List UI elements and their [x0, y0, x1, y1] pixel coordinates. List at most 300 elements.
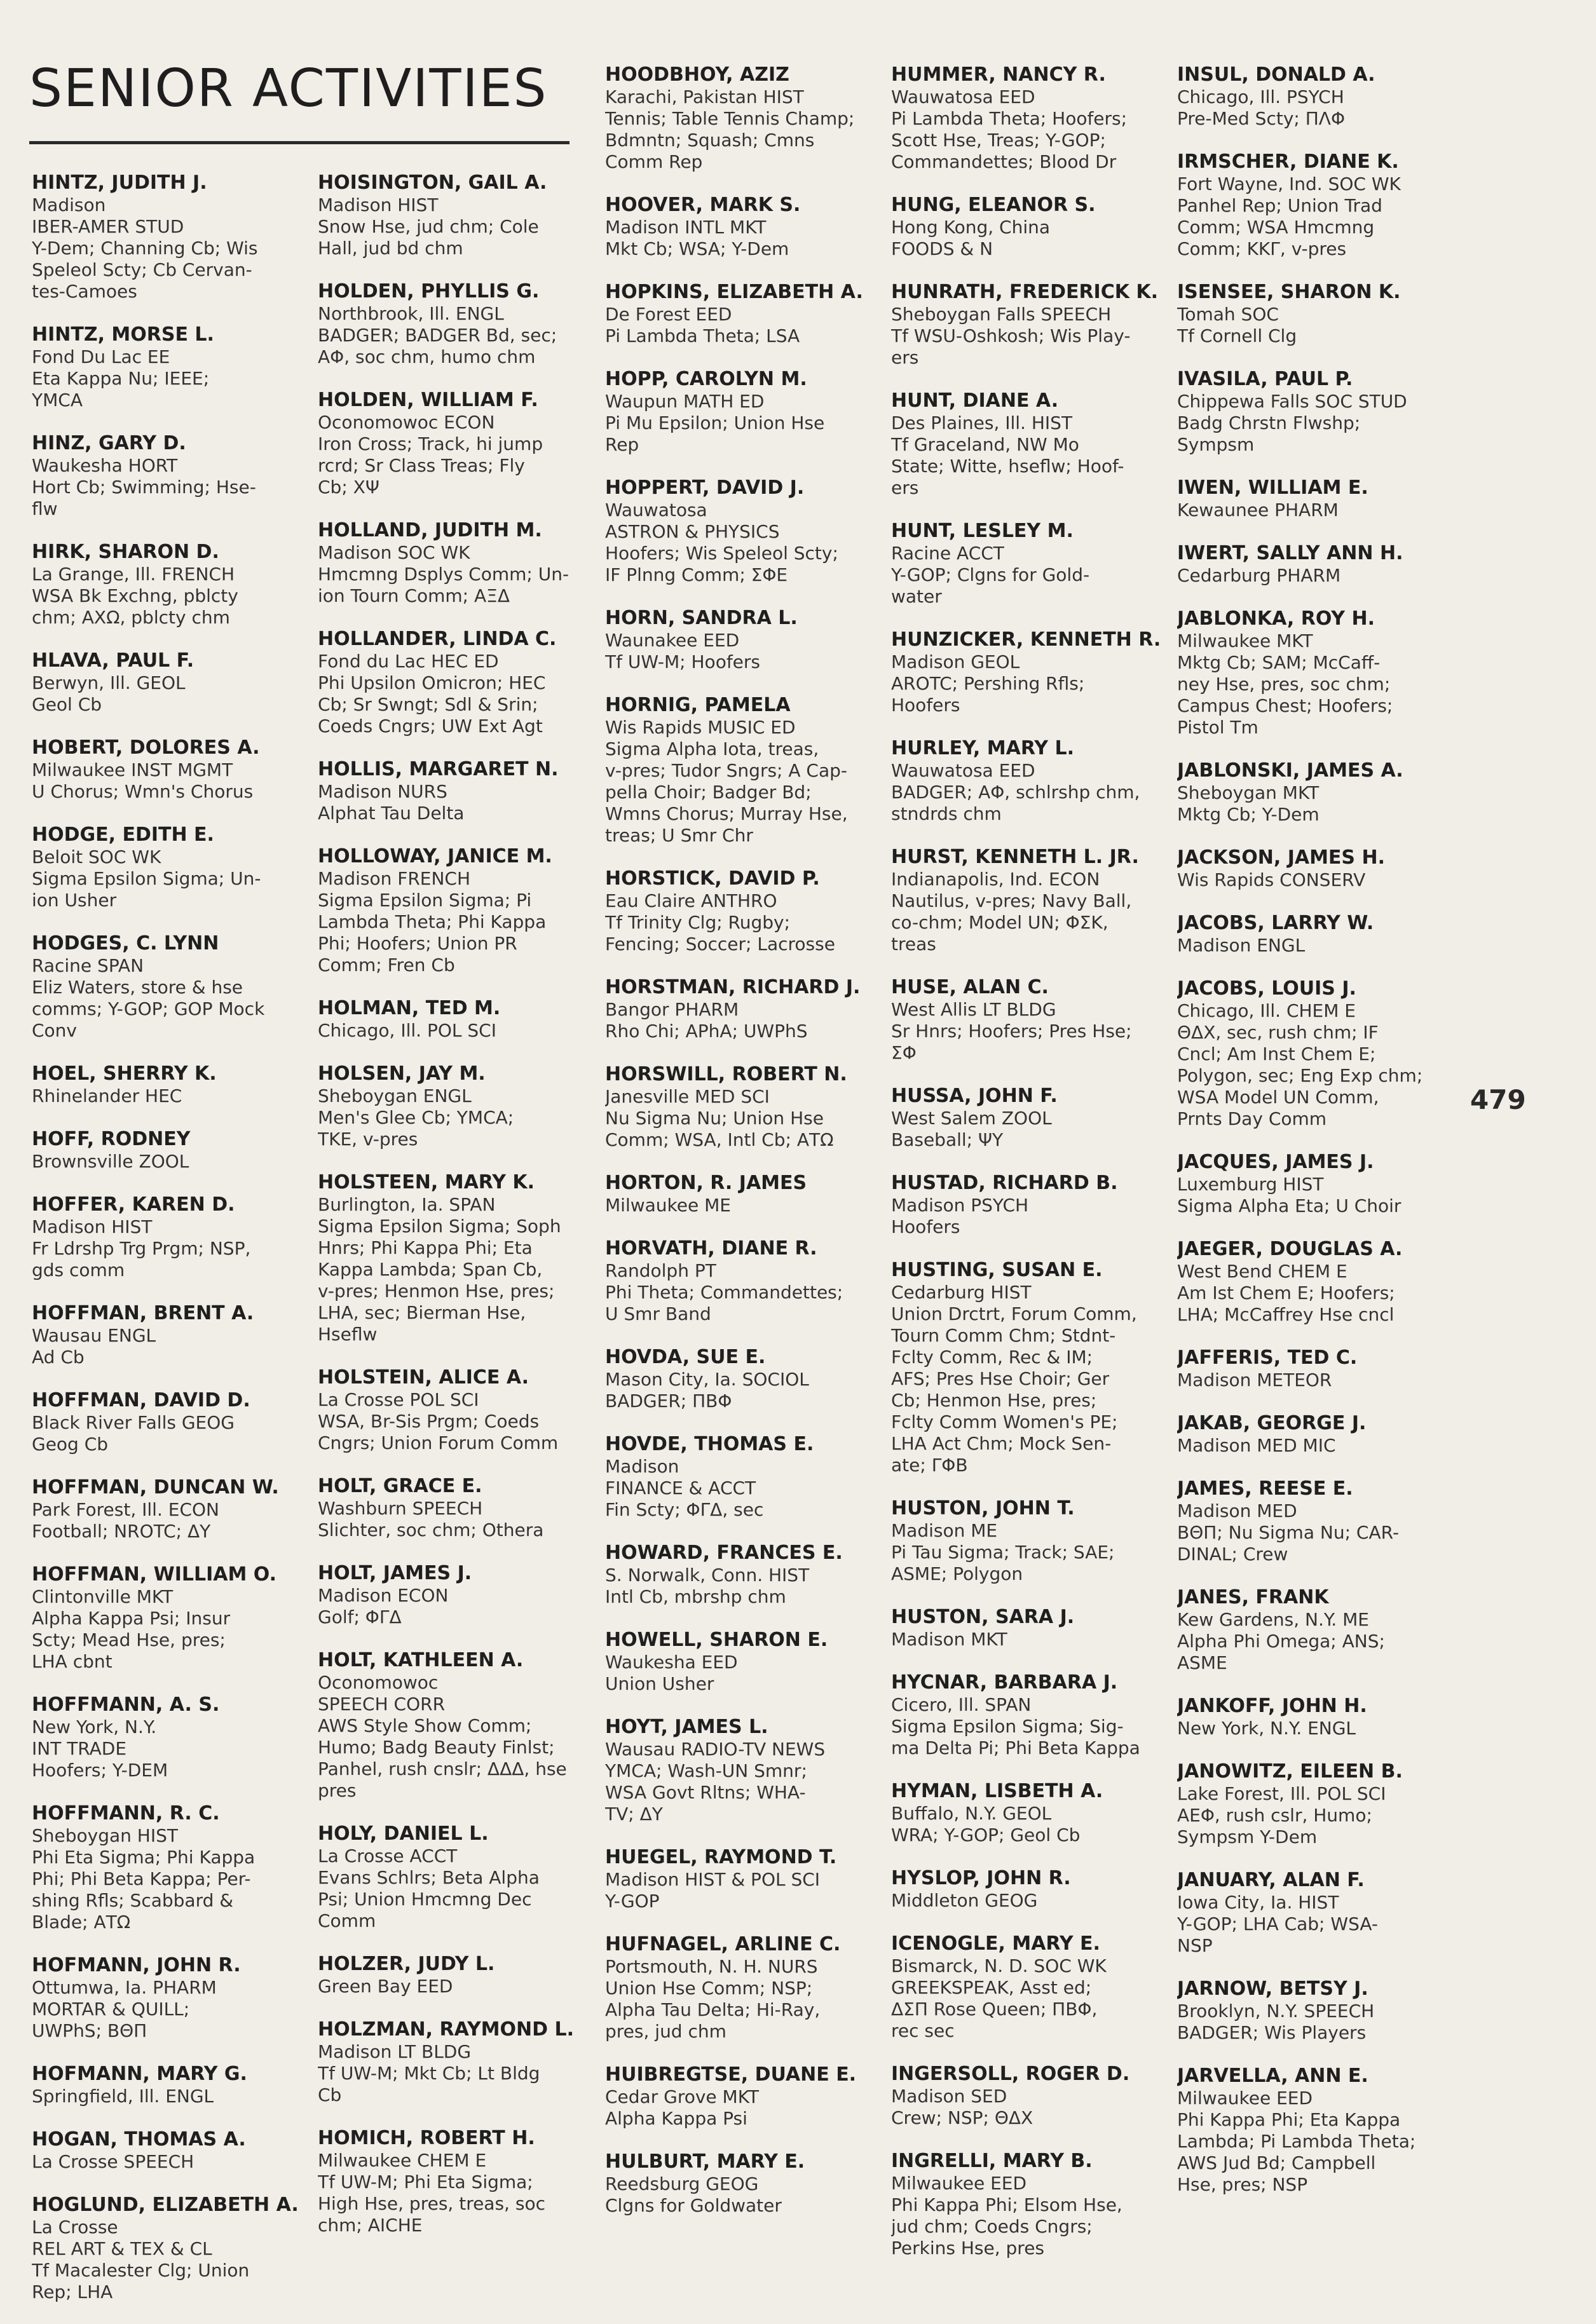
senior-name: HOLLIS, MARGARET N.: [318, 758, 559, 780]
senior-detail-line: Alpha Kappa Psi: [605, 2108, 747, 2129]
senior-name: HOFFMANN, A. S.: [32, 1694, 220, 1716]
senior-entry: [891, 1671, 1164, 1759]
senior-detail-line: chm; AICHE: [318, 2215, 423, 2236]
senior-detail-line: Kew Gardens, N.Y. ME: [1177, 1609, 1369, 1630]
senior-name: HOGLUND, ELIZABETH A.: [32, 2194, 299, 2216]
senior-detail-line: IBER-AMER STUD: [32, 216, 184, 237]
senior-detail-line: West Allis LT BLDG: [891, 999, 1056, 1020]
senior-detail-line: Phi Upsilon Omicron; HEC: [318, 672, 546, 693]
senior-detail-line: ΒΘΠ; Nu Sigma Nu; CAR-: [1177, 1522, 1400, 1543]
senior-detail-line: BADGER; Wis Players: [1177, 2022, 1367, 2043]
senior-entry: [605, 1346, 878, 1412]
senior-detail-line: Mktg Cb; SAM; McCaff-: [1177, 652, 1381, 673]
senior-detail-line: Cicero, Ill. SPAN: [891, 1694, 1032, 1715]
senior-detail-line: Humo; Badg Beauty Finlst;: [318, 1737, 555, 1758]
senior-detail-line: Conv: [32, 1020, 77, 1041]
senior-entry: [891, 629, 1164, 716]
senior-detail-line: Hse, pres; NSP: [1177, 2174, 1308, 2195]
senior-detail-line: Wmns Chorus; Murray Hse,: [605, 803, 848, 824]
senior-detail-line: Y-GOP; LHA Cab; WSA-: [1177, 1913, 1379, 1934]
senior-detail-line: Madison: [605, 1456, 679, 1477]
senior-entry: [1177, 912, 1450, 956]
senior-entry: [32, 1476, 305, 1542]
senior-detail-line: Tennis; Table Tennis Champ;: [605, 108, 855, 129]
senior-detail-line: Comm; Fren Cb: [318, 955, 455, 975]
senior-detail-line: Alphat Tau Delta: [318, 803, 465, 824]
senior-detail-line: ion Usher: [32, 890, 117, 911]
senior-detail-line: Northbrook, Ill. ENGL: [318, 303, 504, 324]
senior-detail-line: Intl Cb, mbrshp chm: [605, 1586, 786, 1607]
senior-entry: [1177, 64, 1450, 130]
senior-name: HOLMAN, TED M.: [318, 997, 501, 1019]
senior-detail-line: Madison HIST: [32, 1216, 153, 1237]
senior-detail-line: Polygon, sec; Eng Exp chm;: [1177, 1065, 1423, 1086]
senior-detail-line: Madison LT BLDG: [318, 2041, 472, 2062]
senior-detail-line: LHA Act Chm; Mock Sen-: [891, 1433, 1112, 1454]
senior-detail-line: WRA; Y-GOP; Geol Cb: [891, 1825, 1081, 1845]
senior-name: JARNOW, BETSY J.: [1177, 1978, 1368, 2000]
senior-name: HORSTMAN, RICHARD J.: [605, 976, 861, 998]
senior-entry: [318, 280, 591, 368]
senior-detail-line: Pi Lambda Theta; Hoofers;: [891, 108, 1128, 129]
senior-detail-line: Phi Kappa Phi; Elsom Hse,: [891, 2194, 1122, 2215]
senior-detail-line: Geol Cb: [32, 694, 102, 715]
senior-detail-line: Madison MKT: [891, 1629, 1007, 1650]
senior-name: JAFFERIS, TED C.: [1177, 1347, 1358, 1369]
senior-detail-line: water: [891, 586, 942, 607]
senior-detail-line: Milwaukee MKT: [1177, 630, 1313, 651]
senior-entry: [1177, 1869, 1450, 1957]
senior-entry: [605, 1933, 878, 2042]
senior-name: HOLDEN, WILLIAM F.: [318, 389, 538, 411]
senior-detail-line: Phi Kappa Phi; Eta Kappa: [1177, 2109, 1401, 2130]
senior-name: JACQUES, JAMES J.: [1177, 1151, 1374, 1173]
senior-detail-line: De Forest EED: [605, 304, 732, 325]
senior-entry: [1177, 1238, 1450, 1326]
senior-entry: [1177, 977, 1450, 1130]
senior-detail-line: Sympsm: [1177, 434, 1255, 455]
senior-detail-line: Madison SED: [891, 2086, 1007, 2107]
senior-name: JAKAB, GEORGE J.: [1177, 1412, 1367, 1434]
senior-entry: [32, 649, 305, 716]
senior-entry: [891, 1780, 1164, 1846]
senior-detail-line: LHA cbnt: [32, 1651, 113, 1672]
senior-detail-line: Tf WSU-Oshkosh; Wis Play-: [891, 325, 1131, 346]
senior-name: HOFF, RODNEY: [32, 1128, 191, 1150]
senior-name: HOLSEN, JAY M.: [318, 1063, 486, 1085]
senior-detail-line: Tourn Comm Chm; Stdnt-: [891, 1325, 1116, 1346]
senior-detail-line: Rhinelander HEC: [32, 1085, 182, 1106]
senior-detail-line: Buffalo, N.Y. GEOL: [891, 1803, 1052, 1824]
senior-name: JANES, FRANK: [1177, 1586, 1329, 1608]
senior-detail-line: jud chm; Coeds Cngrs;: [891, 2216, 1093, 2237]
senior-entry: [891, 520, 1164, 608]
senior-entry: [318, 519, 591, 607]
senior-detail-line: ate; ΓΦΒ: [891, 1455, 968, 1476]
senior-entry: [318, 2127, 591, 2236]
senior-detail-line: Psi; Union Hmcmng Dec: [318, 1889, 532, 1910]
senior-detail-line: Sheboygan HIST: [32, 1825, 178, 1846]
senior-entry: [1177, 1347, 1450, 1391]
senior-detail-line: Speleol Scty; Cb Cervan-: [32, 259, 252, 280]
senior-detail-line: Comm; ΚΚΓ, v-pres: [1177, 238, 1347, 259]
senior-detail-line: co-chm; Model UN; ΦΣΚ,: [891, 912, 1108, 933]
senior-detail-line: Chippewa Falls SOC STUD: [1177, 391, 1407, 412]
senior-entry: [32, 2063, 305, 2107]
senior-name: JANUARY, ALAN F.: [1177, 1869, 1365, 1891]
senior-detail-line: Fond Du Lac EE: [32, 346, 170, 367]
senior-detail-line: Brownsville ZOOL: [32, 1151, 189, 1172]
senior-detail-line: Fort Wayne, Ind. SOC WK: [1177, 173, 1401, 194]
senior-detail-line: Kappa Lambda; Span Cb,: [318, 1259, 543, 1280]
senior-detail-line: ΑΕΦ, rush cslr, Humo;: [1177, 1805, 1372, 1826]
senior-detail-line: Janesville MED SCI: [605, 1086, 770, 1107]
column-1: [32, 172, 305, 2324]
senior-detail-line: Cedarburg HIST: [891, 1282, 1032, 1303]
senior-detail-line: Pi Mu Epsilon; Union Hse: [605, 412, 825, 433]
senior-entry: [318, 1562, 591, 1628]
senior-detail-line: Waunakee EED: [605, 630, 740, 651]
senior-name: HOLDEN, PHYLLIS G.: [318, 280, 540, 302]
senior-name: JAMES, REESE E.: [1177, 1478, 1353, 1500]
senior-detail-line: Y-GOP: [605, 1891, 660, 1912]
senior-name: HUSTING, SUSAN E.: [891, 1259, 1103, 1281]
senior-detail-line: Cedar Grove MKT: [605, 2086, 759, 2107]
senior-detail-line: Randolph PT: [605, 1260, 716, 1281]
senior-detail-line: Waukesha EED: [605, 1652, 738, 1673]
senior-detail-line: Pistol Tm: [1177, 717, 1258, 738]
senior-name: JANKOFF, JOHN H.: [1177, 1695, 1367, 1717]
senior-name: HUNT, LESLEY M.: [891, 520, 1074, 542]
senior-detail-line: Snow Hse, jud chm; Cole: [318, 216, 539, 237]
senior-name: HORN, SANDRA L.: [605, 607, 798, 629]
senior-detail-line: WSA Govt Rltns; WHA-: [605, 1782, 806, 1803]
senior-detail-line: Lambda Theta; Phi Kappa: [318, 911, 547, 932]
senior-detail-line: rcrd; Sr Class Treas; Fly: [318, 455, 525, 476]
senior-detail-line: Rho Chi; APhA; UWPhS: [605, 1021, 808, 1042]
senior-detail-line: Des Plaines, Ill. HIST: [891, 412, 1073, 433]
senior-name: HOLZMAN, RAYMOND L.: [318, 2018, 574, 2041]
senior-name: HUSTON, SARA J.: [891, 1606, 1075, 1628]
senior-detail-line: Springfield, Ill. ENGL: [32, 2086, 214, 2107]
senior-detail-line: Fr Ldrshp Trg Prgm; NSP,: [32, 1238, 251, 1259]
senior-detail-line: YMCA: [32, 390, 83, 411]
senior-detail-line: ma Delta Pi; Phi Beta Kappa: [891, 1737, 1140, 1758]
senior-detail-line: Chicago, Ill. POL SCI: [318, 1020, 496, 1041]
senior-detail-line: pres: [318, 1780, 357, 1801]
senior-detail-line: GREEKSPEAK, Asst ed;: [891, 1977, 1092, 1998]
senior-detail-line: Luxemburg HIST: [1177, 1174, 1324, 1195]
senior-name: JACKSON, JAMES H.: [1177, 846, 1385, 869]
senior-detail-line: Wis Rapids MUSIC ED: [605, 717, 796, 738]
senior-name: HOOVER, MARK S.: [605, 194, 801, 216]
senior-name: HINZ, GARY D.: [32, 432, 186, 454]
senior-detail-line: Hoofers; Y-DEM: [32, 1760, 168, 1781]
senior-entry: [318, 1649, 591, 1802]
senior-entry: [605, 64, 878, 173]
title-rule: [29, 141, 570, 144]
senior-name: HOMICH, ROBERT H.: [318, 2127, 535, 2149]
senior-name: HOLSTEEN, MARY K.: [318, 1171, 535, 1193]
senior-detail-line: ers: [891, 347, 919, 368]
senior-entry: [32, 1954, 305, 2042]
senior-entry: [605, 2063, 878, 2130]
senior-detail-line: tes-Camoes: [32, 281, 137, 302]
senior-name: HLAVA, PAUL F.: [32, 649, 194, 672]
senior-detail-line: Coeds Cngrs; UW Ext Agt: [318, 716, 543, 737]
senior-detail-line: WSA Bk Exchng, pblcty: [32, 585, 238, 606]
senior-entry: [605, 1716, 878, 1825]
senior-detail-line: Sheboygan Falls SPEECH: [891, 304, 1112, 325]
page-number: 479: [1470, 1084, 1526, 1115]
senior-detail-line: ΣΦ: [891, 1042, 917, 1063]
senior-name: JACOBS, LOUIS J.: [1177, 977, 1356, 1000]
senior-entry: [32, 1694, 305, 1781]
senior-detail-line: Racine ACCT: [891, 543, 1004, 564]
senior-detail-line: Park Forest, Ill. ECON: [32, 1499, 219, 1520]
senior-name: HOFFMANN, R. C.: [32, 1802, 220, 1825]
senior-name: HOVDA, SUE E.: [605, 1346, 766, 1368]
senior-detail-line: Milwaukee EED: [891, 2173, 1027, 2194]
senior-entry: [1177, 846, 1450, 891]
senior-detail-line: ASME; Polygon: [891, 1563, 1023, 1584]
senior-name: HUSE, ALAN C.: [891, 976, 1049, 998]
senior-detail-line: Fond du Lac HEC ED: [318, 651, 499, 672]
senior-detail-line: Union Usher: [605, 1673, 714, 1694]
senior-detail-line: Cedarburg PHARM: [1177, 565, 1341, 586]
senior-detail-line: WSA Model UN Comm,: [1177, 1087, 1379, 1108]
senior-name: HORSTICK, DAVID P.: [605, 867, 820, 890]
senior-detail-line: High Hse, pres, treas, soc: [318, 2193, 545, 2214]
senior-detail-line: shing Rfls; Scabbard &: [32, 1890, 234, 1911]
senior-detail-line: Madison GEOL: [891, 651, 1020, 672]
page-title: SENIOR ACTIVITIES: [29, 58, 548, 119]
senior-detail-line: FINANCE & ACCT: [605, 1478, 756, 1498]
senior-detail-line: LHA, sec; Bierman Hse,: [318, 1302, 526, 1323]
senior-detail-line: treas: [891, 934, 936, 955]
senior-detail-line: Clintonville MKT: [32, 1586, 174, 1607]
senior-entry: [605, 1172, 878, 1216]
senior-detail-line: Kewaunee PHARM: [1177, 499, 1339, 520]
senior-name: HOFFMAN, WILLIAM O.: [32, 1563, 277, 1586]
senior-entry: [605, 867, 878, 955]
senior-name: IRMSCHER, DIANE K.: [1177, 151, 1399, 173]
senior-detail-line: Lake Forest, Ill. POL SCI: [1177, 1783, 1386, 1804]
senior-detail-line: Fencing; Soccer; Lacrosse: [605, 934, 835, 955]
senior-detail-line: Prnts Day Comm: [1177, 1108, 1327, 1129]
senior-detail-line: Sheboygan MKT: [1177, 782, 1320, 803]
senior-entry: [891, 1259, 1164, 1476]
senior-detail-line: ASME: [1177, 1652, 1227, 1673]
senior-entry: [605, 976, 878, 1042]
senior-detail-line: Scott Hse, Treas; Y-GOP;: [891, 130, 1106, 151]
senior-entry: [32, 172, 305, 302]
senior-entry: [1177, 1978, 1450, 2044]
senior-detail-line: Indianapolis, Ind. ECON: [891, 869, 1100, 890]
senior-entry: [318, 1953, 591, 1997]
senior-detail-line: ion Tourn Comm; ΑΞΔ: [318, 585, 510, 606]
senior-detail-line: Mason City, Ia. SOCIOL: [605, 1369, 809, 1390]
senior-name: HUSTON, JOHN T.: [891, 1497, 1075, 1519]
senior-entry: [32, 1193, 305, 1281]
senior-detail-line: ΑΦ, soc chm, humo chm: [318, 346, 536, 367]
senior-detail-line: Tf Macalester Clg; Union: [32, 2260, 250, 2281]
senior-detail-line: Pre-Med Scty; ΠΛΦ: [1177, 108, 1345, 129]
senior-detail-line: YMCA; Wash-UN Smnr;: [605, 1760, 807, 1781]
senior-detail-line: Cb; Henmon Hse, pres;: [891, 1390, 1097, 1411]
senior-name: HOFFMAN, DAVID D.: [32, 1389, 250, 1411]
senior-entry: [891, 194, 1164, 260]
senior-entry: [318, 2018, 591, 2106]
senior-detail-line: AWS Jud Bd; Campbell: [1177, 2152, 1376, 2173]
senior-detail-line: La Crosse SPEECH: [32, 2151, 194, 2172]
senior-detail-line: chm; ΑΧΩ, pblcty chm: [32, 607, 230, 628]
senior-detail-line: Union Hse Comm; NSP;: [605, 1978, 813, 1999]
senior-detail-line: Y-Dem; Channing Cb; Wis: [32, 238, 258, 259]
senior-entry: [32, 541, 305, 629]
senior-detail-line: Cngrs; Union Forum Comm: [318, 1432, 559, 1453]
senior-name: HODGES, C. LYNN: [32, 932, 219, 955]
senior-detail-line: Tf UW-M; Phi Eta Sigma;: [318, 2171, 533, 2192]
senior-detail-line: Milwaukee CHEM E: [318, 2150, 487, 2171]
senior-entry: [605, 1542, 878, 1608]
senior-entry: [1177, 2065, 1450, 2196]
senior-name: HORSWILL, ROBERT N.: [605, 1063, 847, 1085]
senior-detail-line: ASTRON & PHYSICS: [605, 521, 780, 542]
senior-detail-line: Golf; ΦΓΔ: [318, 1607, 402, 1627]
senior-detail-line: Alpha Phi Omega; ANS;: [1177, 1631, 1385, 1652]
senior-detail-line: Madison MED: [1177, 1500, 1297, 1521]
senior-entry: [891, 281, 1164, 369]
senior-detail-line: Union Drctrt, Forum Comm,: [891, 1303, 1137, 1324]
senior-detail-line: Hoofers: [891, 695, 960, 716]
senior-detail-line: Madison: [32, 194, 106, 215]
senior-name: IWERT, SALLY ANN H.: [1177, 542, 1403, 564]
senior-name: HOLT, GRACE E.: [318, 1475, 482, 1497]
senior-entry: [32, 432, 305, 520]
senior-detail-line: Tf UW-M; Mkt Cb; Lt Bldg: [318, 2063, 540, 2084]
senior-detail-line: Wauwatosa EED: [891, 760, 1035, 781]
senior-entry: [891, 2063, 1164, 2129]
senior-name: JABLONSKI, JAMES A.: [1177, 759, 1403, 782]
senior-detail-line: comms; Y-GOP; GOP Mock: [32, 998, 265, 1019]
senior-entry: [1177, 1760, 1450, 1848]
senior-detail-line: Madison PSYCH: [891, 1195, 1029, 1216]
senior-detail-line: Wis Rapids CONSERV: [1177, 869, 1366, 890]
senior-detail-line: New York, N.Y. ENGL: [1177, 1718, 1356, 1739]
senior-detail-line: Chicago, Ill. CHEM E: [1177, 1000, 1356, 1021]
senior-detail-line: Fclty Comm, Rec & IM;: [891, 1347, 1093, 1368]
senior-entry: [1177, 1412, 1450, 1457]
senior-detail-line: Rep: [605, 434, 639, 455]
senior-name: HUFNAGEL, ARLINE C.: [605, 1933, 841, 1955]
senior-name: HOBERT, DOLORES A.: [32, 737, 260, 759]
senior-detail-line: Bdmntn; Squash; Cmns: [605, 130, 815, 151]
senior-name: HOLLAND, JUDITH M.: [318, 519, 542, 541]
senior-detail-line: Hong Kong, China: [891, 217, 1051, 238]
senior-name: JABLONKA, ROY H.: [1177, 608, 1375, 630]
senior-detail-line: Tomah SOC: [1177, 304, 1279, 325]
senior-detail-line: Waupun MATH ED: [605, 391, 765, 412]
senior-detail-line: Comm; WSA, Intl Cb; ΑΤΩ: [605, 1129, 834, 1150]
senior-name: IWEN, WILLIAM E.: [1177, 477, 1368, 499]
senior-entry: [605, 607, 878, 673]
senior-name: HUIBREGTSE, DUANE E.: [605, 2063, 857, 2086]
senior-detail-line: Cb; ΧΨ: [318, 477, 379, 498]
senior-detail-line: Evans Schlrs; Beta Alpha: [318, 1867, 540, 1888]
senior-detail-line: La Crosse POL SCI: [318, 1389, 479, 1410]
senior-detail-line: Reedsburg GEOG: [605, 2173, 759, 2194]
senior-detail-line: Madison ECON: [318, 1585, 449, 1606]
senior-name: HOLZER, JUDY L.: [318, 1953, 495, 1975]
senior-detail-line: Hort Cb; Swimming; Hse-: [32, 477, 256, 498]
senior-detail-line: Blade; ΑΤΩ: [32, 1912, 131, 1933]
senior-detail-line: Commandettes; Blood Dr: [891, 151, 1117, 172]
senior-detail-line: Hoofers; Wis Speleol Scty;: [605, 543, 838, 564]
senior-name: HUNT, DIANE A.: [891, 390, 1059, 412]
senior-detail-line: pella Choir; Badger Bd;: [605, 782, 812, 803]
senior-entry: [318, 1475, 591, 1541]
senior-name: HOPP, CAROLYN M.: [605, 368, 807, 390]
senior-name: HOVDE, THOMAS E.: [605, 1433, 814, 1455]
senior-entry: [891, 390, 1164, 499]
senior-detail-line: REL ART & TEX & CL: [32, 2238, 212, 2259]
senior-detail-line: ΔΣΠ Rose Queen; ΠΒΦ,: [891, 1999, 1098, 2020]
senior-detail-line: Fin Scty; ΦΓΔ, sec: [605, 1499, 764, 1520]
senior-entry: [1177, 477, 1450, 521]
senior-detail-line: Milwaukee EED: [1177, 2088, 1313, 2109]
senior-detail-line: rec sec: [891, 2020, 955, 2041]
senior-detail-line: Phi; Phi Beta Kappa; Per-: [32, 1868, 251, 1889]
senior-detail-line: La Crosse ACCT: [318, 1845, 458, 1866]
senior-entry: [1177, 759, 1450, 826]
senior-detail-line: Comm; WSA Hmcmng: [1177, 217, 1375, 238]
senior-detail-line: BADGER; ΠΒΦ: [605, 1390, 732, 1411]
senior-entry: [318, 1171, 591, 1345]
senior-entry: [605, 694, 878, 846]
senior-entry: [605, 1433, 878, 1521]
senior-name: HOFMANN, MARY G.: [32, 2063, 247, 2085]
column-5: [1177, 64, 1450, 2217]
senior-detail-line: Phi Theta; Commandettes;: [605, 1282, 843, 1303]
senior-detail-line: Rep; LHA: [32, 2281, 113, 2302]
senior-detail-line: Sigma Epsilon Sigma; Soph: [318, 1216, 561, 1237]
senior-detail-line: Hseflw: [318, 1324, 378, 1345]
senior-detail-line: West Bend CHEM E: [1177, 1261, 1347, 1282]
senior-name: JACOBS, LARRY W.: [1177, 912, 1374, 934]
senior-entry: [32, 2128, 305, 2173]
senior-detail-line: Men's Glee Cb; YMCA;: [318, 1107, 514, 1128]
senior-detail-line: TV; ΔΥ: [605, 1804, 663, 1825]
senior-detail-line: Berwyn, Ill. GEOL: [32, 672, 186, 693]
senior-entry: [318, 389, 591, 498]
senior-name: HYCNAR, BARBARA J.: [891, 1671, 1118, 1694]
senior-detail-line: Sr Hnrs; Hoofers; Pres Hse;: [891, 1021, 1132, 1042]
senior-detail-line: Milwaukee INST MGMT: [32, 759, 233, 780]
senior-detail-line: Pi Lambda Theta; LSA: [605, 325, 800, 346]
senior-name: INSUL, DONALD A.: [1177, 64, 1375, 86]
senior-detail-line: West Salem ZOOL: [891, 1108, 1052, 1129]
senior-entry: [891, 1172, 1164, 1238]
senior-detail-line: Sigma Epsilon Sigma; Un-: [32, 868, 261, 889]
senior-name: IVASILA, PAUL P.: [1177, 368, 1353, 390]
senior-entry: [891, 737, 1164, 825]
senior-name: INGERSOLL, ROGER D.: [891, 2063, 1130, 2085]
senior-entry: [1177, 151, 1450, 260]
senior-detail-line: Panhel Rep; Union Trad: [1177, 195, 1382, 216]
senior-detail-line: Scty; Mead Hse, pres;: [32, 1629, 226, 1650]
senior-detail-line: gds comm: [32, 1260, 125, 1281]
